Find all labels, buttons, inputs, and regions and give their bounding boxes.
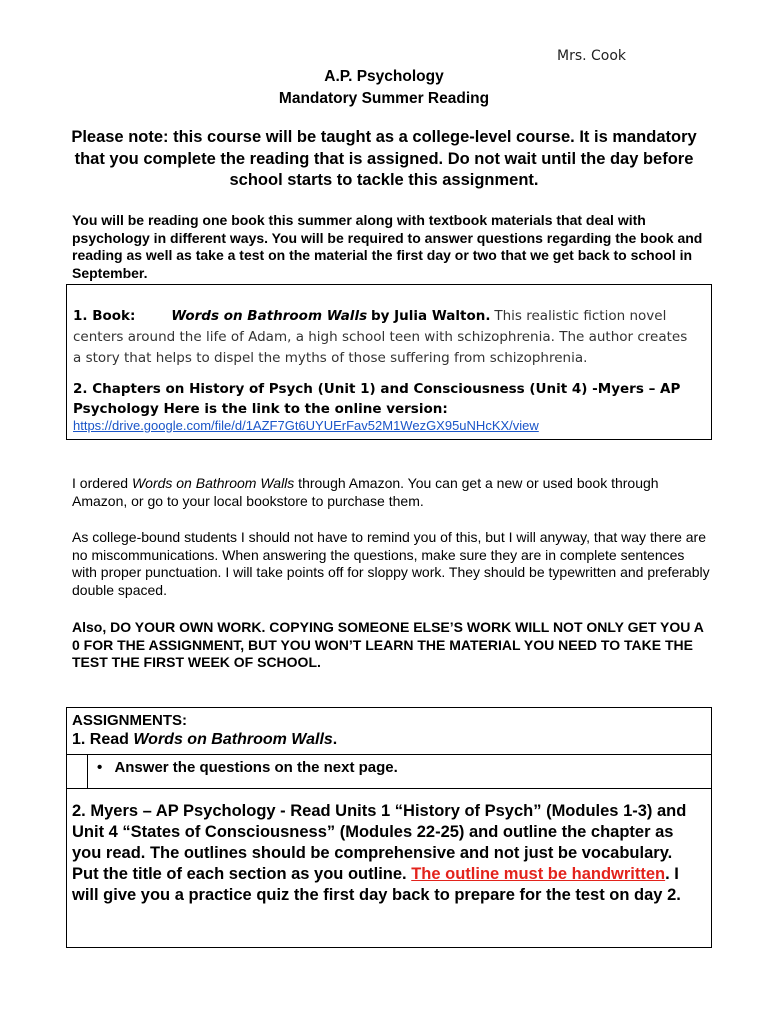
book-title: Words on Bathroom Walls [171, 308, 368, 324]
chapters-item: 2. Chapters on History of Psych (Unit 1) and Consciousness (Unit 4) -Myers – AP Psychology Here is the link to the online version: [73, 381, 681, 417]
assignment-item-2 [72, 801, 701, 906]
book-author: by Julia Walton. [371, 308, 491, 324]
book-description: This realistic fiction novel centers around the life of Adam, a high school teen with schizophrenia. The author creates a story that helps to dispel the myths of those suffering from schizophrenia. [73, 308, 688, 366]
warning-paragraph: Also, DO YOUR OWN WORK. COPYING SOMEONE ELSE’S WORK WILL NOT ONLY GET YOU A 0 FOR THE ASSIGNMENT, BUT YOU WON’T LEARN THE MATERIAL YOU NEED TO TAKE THE TEST THE FIRST WEEK OF SCHOOL. [72, 619, 704, 670]
assignments-heading: ASSIGNMENTS: [72, 712, 188, 729]
assignment-item-1 [72, 731, 337, 749]
page-subtitle: Mandatory Summer Reading [278, 90, 490, 107]
assignment-2-tail: . I will give you a practice quiz the first day back to prepare for the test on day 2. [72, 865, 681, 904]
ordering-prefix: I ordered [72, 475, 129, 491]
assignment-1-title: Words on Bathroom Walls [133, 731, 333, 748]
book-item [73, 305, 697, 368]
online-version-link[interactable]: https://drive.google.com/file/d/1AZF7Gt6UYUErFav52M1WezGX95uNHcKX/view [73, 418, 539, 433]
course-note: Please note: this course will be taught as a college-level course. It is mandatory that you complete the reading that is assigned. Do not wait until the day before school starts to tackle this assignment. [71, 128, 697, 189]
ordering-book-title: Words on Bathroom Walls [131, 475, 295, 491]
course-title: A.P. Psychology [324, 68, 444, 85]
book-item-prefix: 1. Book: [73, 308, 136, 324]
bullet-dot: • [97, 759, 103, 776]
assignments-box [66, 707, 712, 948]
reading-box [66, 284, 712, 440]
handwritten-emphasis: The outline must be handwritten [411, 865, 666, 883]
assignment-1-suffix: . [332, 731, 338, 748]
assignment-2-text: 2. Myers – AP Psychology - Read Units 1 “History of Psych” (Modules 1-3) and Unit 4 “States of Consciousness” (Modules 22-25) and outline the chapter as you read. The outlines should be comprehensive and not just be vocabulary. Put the title of each section as you outline. [72, 802, 687, 883]
ordering-suffix: through Amazon. You can get a new or used book through Amazon, or go to your local bookstore to purchase them. [72, 475, 659, 509]
assignment-1-prefix: 1. Read [72, 731, 134, 748]
ordering-paragraph [72, 475, 712, 510]
reminder-paragraph: As college-bound students I should not have to remind you of this, but I will anyway, that way there are no miscommunications. When answering the questions, make sure they are in complete sentences with proper punctuation. I will take points off for sloppy work. They should be typewritten and preferably double spaced. [72, 529, 710, 598]
bullet-item [97, 759, 398, 776]
intro-paragraph: You will be reading one book this summer along with textbook materials that deal with psychology in different ways. You will be required to answer questions regarding the book and reading as well as take a test on the material the first day or two that we get back to school in September. [72, 212, 703, 281]
bullet-text: Answer the questions on the next page. [114, 759, 398, 776]
teacher-name: Mrs. Cook [557, 48, 627, 64]
